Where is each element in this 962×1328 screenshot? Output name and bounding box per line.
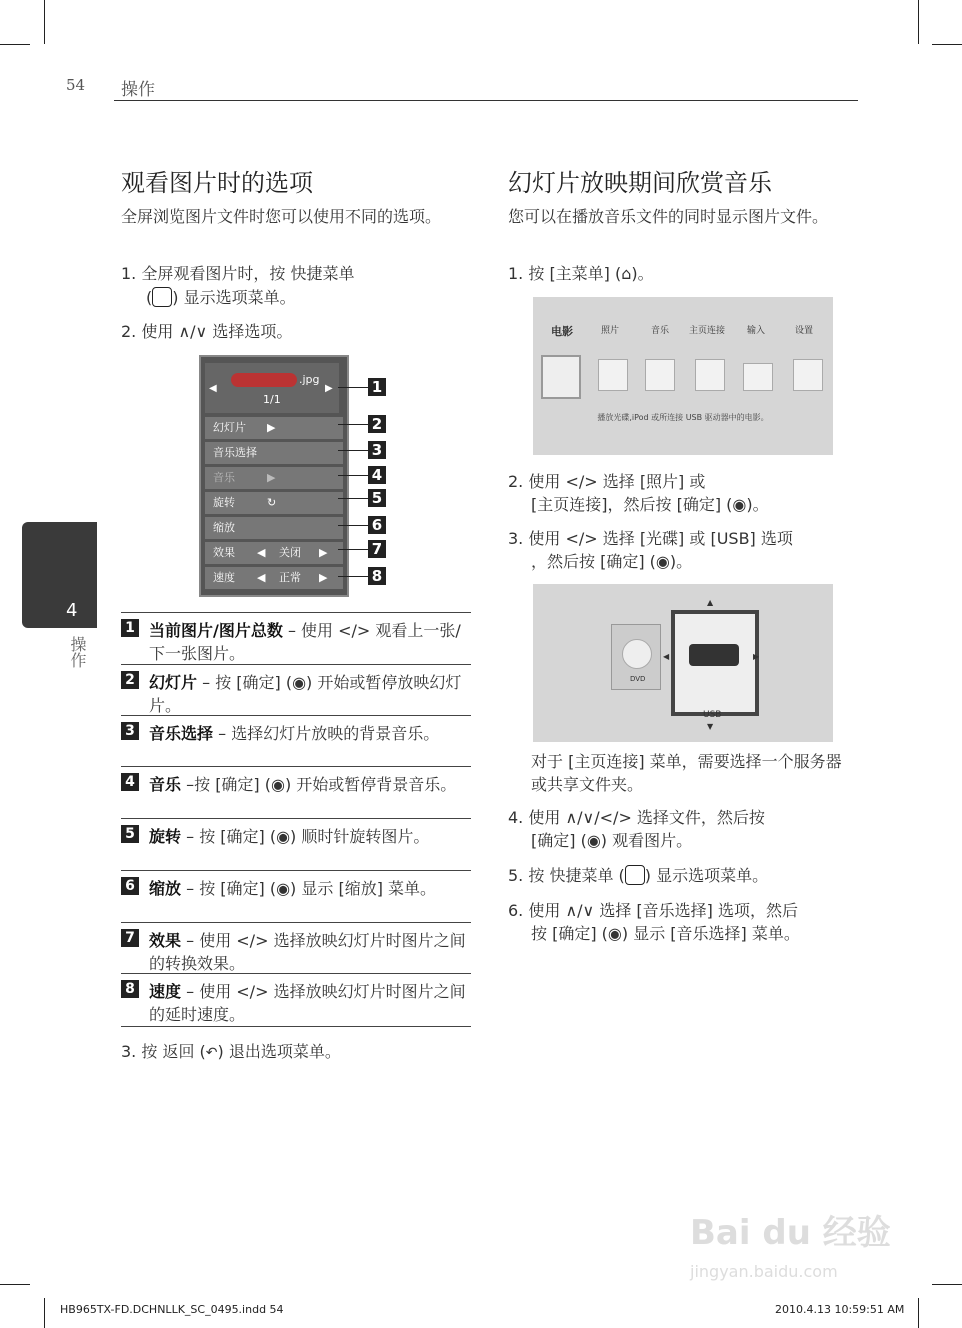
osd-row-slideshow[interactable]: 幻灯片 ▶ <box>205 417 343 439</box>
right-step3-line2: ，然后按 [确定] (◉)。 <box>531 552 693 571</box>
right-intro: 您可以在播放音乐文件的同时显示图片文件。 <box>508 207 829 226</box>
watermark-url: jingyan.baidu.com <box>690 1262 838 1281</box>
movie-icon[interactable] <box>541 355 581 399</box>
play-icon: ▶ <box>267 421 276 434</box>
callout-5: 5 <box>368 489 386 507</box>
chapter-number: 4 <box>66 600 78 621</box>
crop-mark <box>918 1298 919 1328</box>
legend-number: 4 <box>121 773 139 791</box>
callout-line <box>338 525 368 526</box>
legend-row <box>121 973 471 1026</box>
home-menu-caption: 播放光碟,iPod 或所连接 USB 驱动器中的电影。 <box>597 413 769 422</box>
right-step2-line2: [主页连接]，然后按 [确定] (◉)。 <box>531 495 769 514</box>
legend-number: 2 <box>121 671 139 689</box>
usb-icon <box>689 644 739 666</box>
right-step6-line1: 6. 使用 ∧/∨ 选择 [音乐选择] 选项，然后 <box>508 901 798 920</box>
right-step2-line1: 2. 使用 </> 选择 [照片] 或 <box>508 472 706 491</box>
left-arrow-icon: ◀ <box>257 546 266 559</box>
callout-2: 2 <box>368 415 386 433</box>
quick-menu-icon <box>625 865 645 885</box>
osd-row-zoom[interactable]: 缩放 <box>205 517 343 539</box>
home-icon: ⌂ <box>621 264 632 283</box>
legend-term: 旋转 <box>149 827 182 846</box>
filename-suffix: .jpg <box>299 373 320 386</box>
callout-8: 8 <box>368 567 386 585</box>
home-tab[interactable]: 音乐 <box>651 326 670 336</box>
legend-description: – 选择幻灯片放映的背景音乐。 <box>213 724 440 743</box>
right-step6-line2: 按 [确定] (◉) 显示 [音乐选择] 菜单。 <box>531 924 800 943</box>
right-step5: 5. 按 快捷菜单 ( ) 显示选项菜单。 <box>508 866 769 885</box>
callout-line <box>338 576 368 577</box>
left-intro: 全屏浏览图片文件时您可以使用不同的选项。 <box>121 207 442 226</box>
callout-line <box>338 424 368 425</box>
chapter-label: 操作 <box>68 636 87 668</box>
osd-row-music[interactable]: 音乐 ▶ <box>205 467 343 489</box>
osd-row-speed[interactable]: 速度 ◀ 正常 ▶ <box>205 567 343 589</box>
play-icon: ▶ <box>267 471 276 484</box>
legend-row <box>121 715 471 745</box>
legend-row <box>121 664 471 717</box>
osd-row-music-select[interactable]: 音乐选择 <box>205 442 343 464</box>
legend-term: 幻灯片 <box>149 673 198 692</box>
footer-date: 2010.4.13 10:59:51 AM <box>775 1303 905 1316</box>
right-step4-line2: [确定] (◉) 观看图片。 <box>531 831 693 850</box>
crop-mark <box>0 44 30 45</box>
crop-mark <box>918 0 919 44</box>
home-tab[interactable]: 设置 <box>795 326 814 336</box>
right-step3-line1: 3. 使用 </> 选择 [光碟] 或 [USB] 选项 <box>508 529 793 548</box>
osd-row-rotate[interactable]: 旋转 ↻ <box>205 492 343 514</box>
crop-mark <box>0 1284 30 1285</box>
home-link-icon[interactable] <box>695 359 725 391</box>
crop-mark <box>932 1284 962 1285</box>
watermark-brand: Bai du 经验 <box>690 1213 891 1253</box>
callout-line <box>338 498 368 499</box>
legend-description: – 使用 </> 选择放映幻灯片时图片之间的转换效果。 <box>149 931 466 973</box>
settings-icon[interactable] <box>793 359 823 391</box>
legend-number: 5 <box>121 825 139 843</box>
callout-line <box>338 450 368 451</box>
left-step2: 2. 使用 ∧/∨ 选择选项。 <box>121 322 293 341</box>
right-step4-line1: 4. 使用 ∧/∨/</> 选择文件，然后按 <box>508 808 765 827</box>
callout-line <box>338 387 368 388</box>
crop-mark <box>44 1298 45 1328</box>
callout-3: 3 <box>368 441 386 459</box>
filename-redacted <box>231 373 297 387</box>
photo-icon[interactable] <box>598 359 628 391</box>
home-tab[interactable]: 主页连接 <box>689 326 726 336</box>
right-arrow-icon: ▶ <box>325 383 333 394</box>
legend-number: 1 <box>121 619 139 637</box>
quick-menu-icon <box>152 287 172 307</box>
legend-number: 8 <box>121 980 139 998</box>
right-step1: 1. 按 [主菜单] (⌂)。 <box>508 264 654 283</box>
left-arrow-icon: ◀ <box>663 652 670 661</box>
return-icon: ↶ <box>205 1045 218 1061</box>
legend-term: 效果 <box>149 931 182 950</box>
input-icon[interactable] <box>743 363 773 391</box>
home-menu-screenshot <box>533 297 833 455</box>
legend-description: – 按 [确定] (◉) 开始或暂停放映幻灯片。 <box>149 673 462 715</box>
right-arrow-icon: ▶ <box>319 546 328 559</box>
legend-number: 7 <box>121 929 139 947</box>
header-rule <box>114 100 858 101</box>
legend-row <box>121 612 471 665</box>
section-title: 操作 <box>121 80 155 100</box>
dvd-device[interactable] <box>611 624 661 690</box>
chapter-tab <box>22 522 97 628</box>
legend-row <box>121 922 471 975</box>
footer-filename: HB965TX-FD.DCHNLLK_SC_0495.indd 54 <box>60 1303 284 1316</box>
callout-6: 6 <box>368 516 386 534</box>
legend-bottom-rule <box>121 1026 471 1027</box>
device-select-screenshot <box>533 584 833 742</box>
legend-description: – 按 [确定] (◉) 显示 [缩放] 菜单。 <box>181 879 437 898</box>
crop-mark <box>44 0 45 44</box>
legend-description: –按 [确定] (◉) 开始或暂停背景音乐。 <box>181 775 457 794</box>
right-arrow-icon: ▶ <box>753 652 760 661</box>
music-icon[interactable] <box>645 359 675 391</box>
disc-icon <box>622 639 652 669</box>
callout-7: 7 <box>368 540 386 558</box>
callout-4: 4 <box>368 466 386 484</box>
usb-device-selected[interactable] <box>671 610 759 716</box>
rotate-icon: ↻ <box>267 496 277 509</box>
home-tab[interactable]: 照片 <box>601 326 620 336</box>
left-arrow-icon: ◀ <box>209 383 217 394</box>
right-arrow-icon: ▶ <box>319 571 328 584</box>
callout-line <box>338 475 368 476</box>
note-home-link: 对于 [主页连接] 菜单，需要选择一个服务器或共享文件夹。 <box>531 752 842 794</box>
left-arrow-icon: ◀ <box>257 571 266 584</box>
left-step3: 3. 按 返回 (↶) 退出选项菜单。 <box>121 1042 341 1061</box>
legend-row <box>121 870 471 900</box>
home-tab[interactable]: 输入 <box>747 326 766 336</box>
legend-number: 6 <box>121 877 139 895</box>
dvd-label: DVD <box>630 675 646 683</box>
left-step1-line2: ( ) 显示选项菜单。 <box>146 288 296 307</box>
image-counter: 1/1 <box>263 393 281 406</box>
legend-row <box>121 818 471 848</box>
legend-row <box>121 766 471 796</box>
callout-1: 1 <box>368 378 386 396</box>
right-heading: 幻灯片放映期间欣赏音乐 <box>508 169 772 197</box>
osd-header <box>205 363 339 413</box>
legend-term: 缩放 <box>149 879 182 898</box>
legend-description: – 使用 </> 选择放映幻灯片时图片之间的延时速度。 <box>149 982 466 1024</box>
left-heading: 观看图片时的选项 <box>121 169 313 197</box>
osd-row-effect[interactable]: 效果 ◀ 关闭 ▶ <box>205 542 343 564</box>
callout-line <box>338 549 368 550</box>
legend-term: 当前图片/图片总数 <box>149 621 283 640</box>
option-menu-screenshot <box>199 355 349 597</box>
legend-number: 3 <box>121 722 139 740</box>
usb-label: USB <box>703 710 722 720</box>
legend-term: 音乐选择 <box>149 724 214 743</box>
legend-description: – 使用 </> 观看上一张/下一张图片。 <box>149 621 461 663</box>
home-tab[interactable]: 电影 <box>551 325 573 338</box>
page-number: 54 <box>66 76 86 94</box>
legend-term: 速度 <box>149 982 182 1001</box>
crop-mark <box>932 44 962 45</box>
legend-description: – 按 [确定] (◉) 顺时针旋转图片。 <box>181 827 430 846</box>
left-step1-line1: 1. 全屏观看图片时，按 快捷菜单 <box>121 264 355 283</box>
up-arrow-icon: ▲ <box>707 598 714 607</box>
legend-term: 音乐 <box>149 775 182 794</box>
down-arrow-icon: ▼ <box>707 722 714 731</box>
